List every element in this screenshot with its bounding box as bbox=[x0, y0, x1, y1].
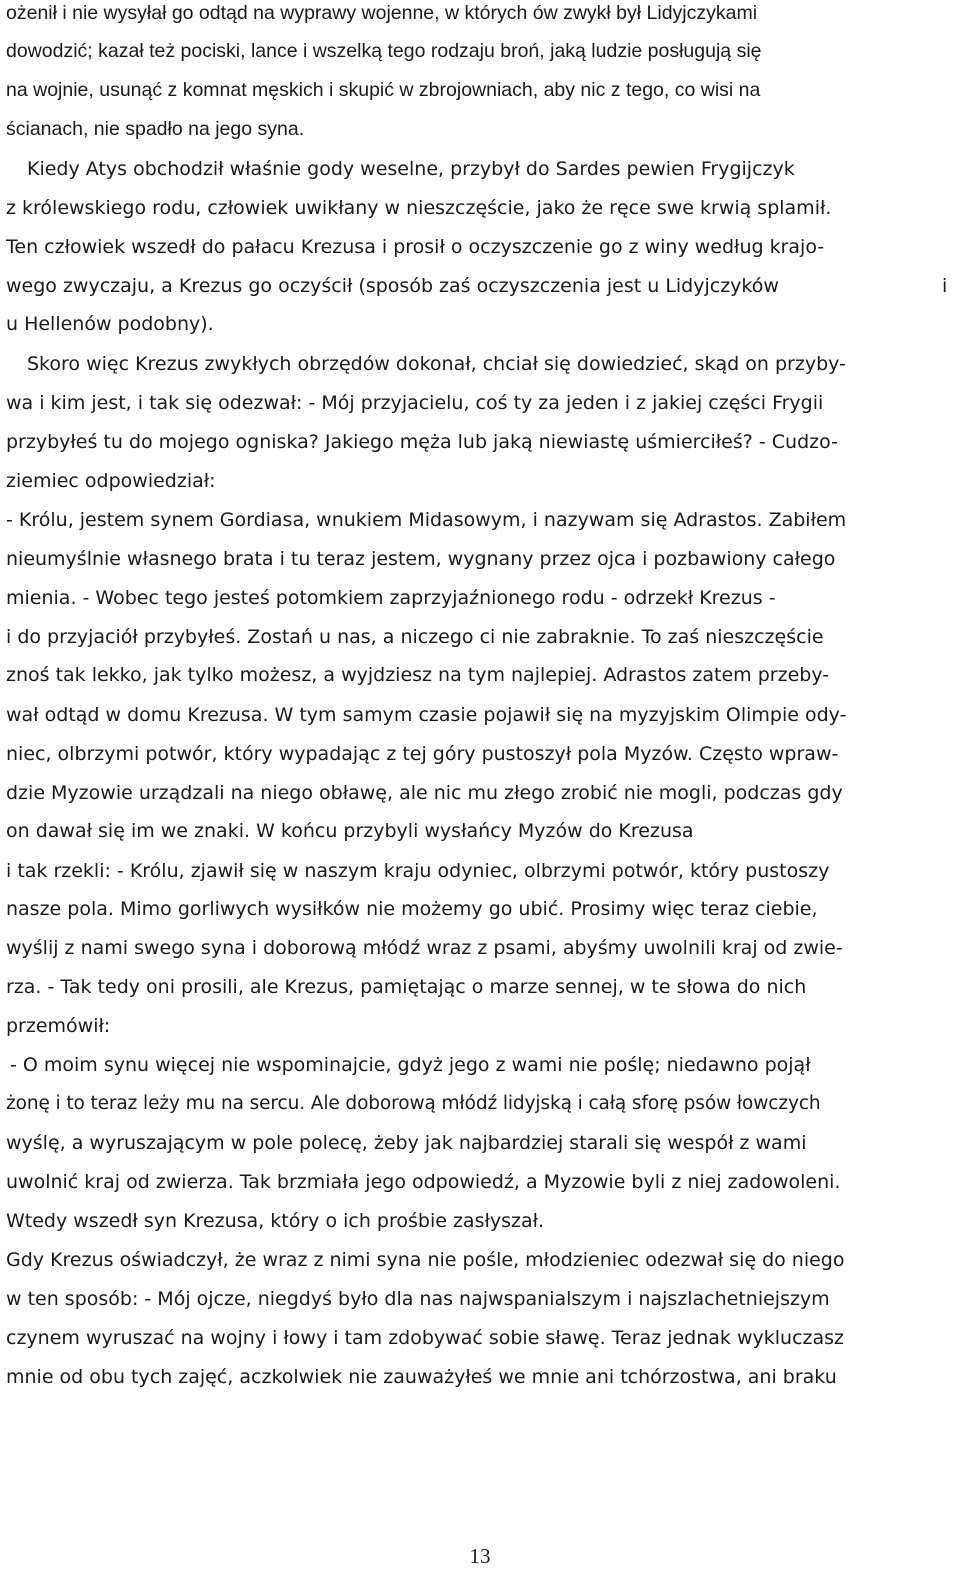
text-line-8: wego zwyczaju, a Krezus go oczyścił (sposób zaś oczyszczenia jest u Lidyjczyków bbox=[6, 275, 779, 297]
trailing-i: i bbox=[942, 275, 948, 297]
text-line-7: Ten człowiek wszedł do pałacu Krezusa i prosił o oczyszczenie go z winy według krajo- bbox=[6, 236, 825, 258]
text-line-32: Wtedy wszedł syn Krezusa, który o ich prośbie zasłyszał. bbox=[6, 1210, 545, 1232]
text-line-27: przemówił: bbox=[6, 1015, 111, 1037]
text-line-35: czynem wyruszać na wojny i łowy i tam zdobywać sobie sławę. Teraz jednak wykluczasz bbox=[6, 1327, 845, 1349]
text-line-4: ścianach, nie spadło na jego syna. bbox=[6, 118, 305, 140]
text-line-14: - Królu, jestem synem Gordiasa, wnukiem Midasowym, i nazywam się Adrastos. Zabiłem bbox=[6, 509, 847, 531]
text-line-2: dowodzić; kazał też pociski, lance i wszelką tego rodzaju broń, jaką ludzie posługują się bbox=[6, 40, 762, 62]
text-line-16: mienia. - Wobec tego jesteś potomkiem zaprzyjaźnionego rodu - odrzekł Krezus - bbox=[6, 587, 776, 609]
page-number: 13 bbox=[469, 1544, 491, 1568]
text-line-28: - O moim synu więcej nie wspominajcie, gdyż jego z wami nie poślę; niedawno pojął bbox=[10, 1054, 811, 1076]
text-line-13: ziemiec odpowiedział: bbox=[6, 470, 216, 492]
text-line-29: żonę i to teraz leży mu na sercu. Ale doborową młódź lidyjską i całą sforę psów łowczych bbox=[6, 1093, 821, 1114]
text-line-3: na wojnie, usunąć z komnat męskich i skupić w zbrojowniach, aby nic z tego, co wisi na bbox=[6, 79, 761, 101]
text-line-18: znoś tak lekko, jak tylko możesz, a wyjdziesz na tym najlepiej. Adrastos zatem przeby- bbox=[6, 664, 830, 686]
text-line-34: w ten sposób: - Mój ojcze, niegdyś było dla nas najwspanialszym i najszlachetniejszym bbox=[6, 1288, 830, 1310]
text-line-25: wyślij z nami swego syna i doborową młódź wraz z psami, abyśmy uwolnili kraj od zwie- bbox=[6, 937, 843, 959]
text-line-22: on dawał się im we znaki. W końcu przybyli wysłańcy Myzów do Krezusa bbox=[6, 820, 694, 842]
text-line-20: niec, olbrzymi potwór, który wypadając z tej góry pustoszył pola Myzów. Często wpraw- bbox=[6, 743, 839, 765]
text-line-17: i do przyjaciół przybyłeś. Zostań u nas, a niczego ci nie zabraknie. To zaś nieszczęście bbox=[6, 626, 824, 648]
text-line-11: wa i kim jest, i tak się odezwał: - Mój przyjacielu, coś ty za jeden i z jakiej części Frygii bbox=[6, 392, 824, 414]
text-line-9: u Hellenów podobny). bbox=[6, 313, 214, 335]
text-line-15: nieumyślnie własnego brata i tu teraz jestem, wygnany przez ojca i pozbawiony całego bbox=[6, 548, 836, 570]
text-line-33: Gdy Krezus oświadczył, że wraz z nimi syna nie pośle, młodzieniec odezwał się do niego bbox=[6, 1249, 845, 1271]
text-line-10: Skoro więc Krezus zwykłych obrzędów dokonał, chciał się dowiedzieć, skąd on przyby- bbox=[27, 353, 846, 375]
text-line-1: ożenił i nie wysyłał go odtąd na wyprawy wojenne, w których ów zwykł był Lidyjczykami bbox=[6, 2, 758, 24]
text-line-19: wał odtąd w domu Krezusa. W tym samym czasie pojawił się na myzyjskim Olimpie ody- bbox=[6, 704, 847, 726]
text-line-6: z królewskiego rodu, człowiek uwikłany w nieszczęście, jako że ręce swe krwią splamił. bbox=[6, 197, 832, 219]
text-line-26: rza. - Tak tedy oni prosili, ale Krezus, pamiętając o marze sennej, w te słowa do nich bbox=[6, 976, 807, 998]
text-line-31: uwolnić kraj od zwierza. Tak brzmiała jego odpowiedź, a Myzowie byli z niej zadowoleni. bbox=[6, 1171, 841, 1193]
text-line-23: i tak rzekli: - Królu, zjawił się w naszym kraju odyniec, olbrzymi potwór, który pustoszy bbox=[6, 860, 830, 882]
text-line-36: mnie od obu tych zajęć, aczkolwiek nie zauważyłeś we mnie ani tchórzostwa, ani braku bbox=[6, 1366, 837, 1388]
text-line-30: wyślę, a wyruszającym w pole polecę, żeby jak najbardziej starali się wespół z wami bbox=[6, 1132, 807, 1154]
text-line-12: przybyłeś tu do mojego ogniska? Jakiego męża lub jaką niewiastę uśmierciłeś? - Cudzo- bbox=[6, 431, 838, 453]
text-line-5: Kiedy Atys obchodził właśnie gody weselne, przybył do Sardes pewien Frygijczyk bbox=[27, 158, 795, 180]
text-line-24: nasze pola. Mimo gorliwych wysiłków nie możemy go ubić. Prosimy więc teraz ciebie, bbox=[6, 898, 818, 920]
text-line-21: dzie Myzowie urządzali na niego obławę, ale nic mu złego zrobić nie mogli, podczas gdy bbox=[6, 782, 843, 804]
